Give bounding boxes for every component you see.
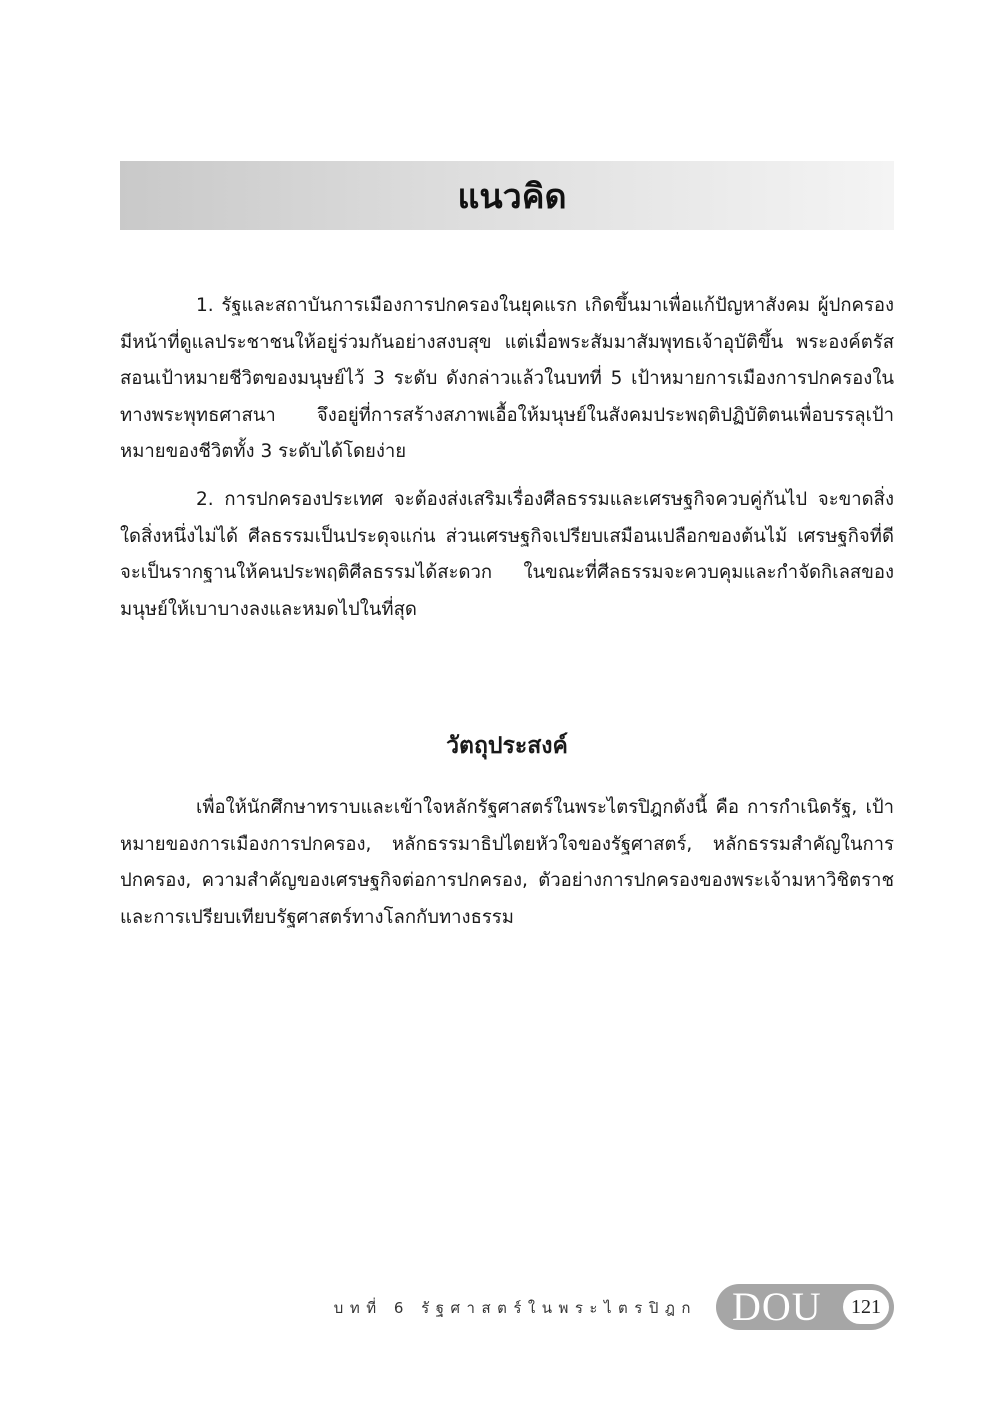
dou-logo: DOU — [732, 1284, 822, 1329]
concept-paragraph-2 — [120, 482, 894, 628]
objectives-text: เพื่อให้นักศึกษาทราบและเข้าใจหลักรัฐศาสตร์ในพระไตรปิฎกดังนี้ คือ การกำเนิดรัฐ, เป้าหมายของการเมืองการปกครอง, หลักธรรมาธิปไตยหัวใจของรัฐศาสตร์, หลักธรรมสำคัญในการปกครอง, ความสำคัญของเศรษฐกิจต่อการปกครอง, ตัวอย่างการปกครองของพระเจ้ามหาวิชิตราช และการเปรียบเทียบรัฐศาสตร์ทางโลกกับทางธรรม — [120, 797, 894, 928]
objectives-paragraph — [120, 790, 894, 936]
chapter-title: บทที่ 6 รัฐศาสตร์ในพระไตรปิฎก — [333, 1299, 697, 1317]
concept-text-2: 2. การปกครองประเทศ จะต้องส่งเสริมเรื่องศีลธรรมและเศรษฐกิจควบคู่กันไป จะขาดสิ่งใดสิ่งหนึ่งไม่ได้ ศีลธรรมเป็นประดุจแก่น ส่วนเศรษฐกิจเปรียบเสมือนเปลือกของต้นไม้ เศรษฐกิจที่ดีจะเป็นรากฐานให้คนประพฤติศีลธรรมได้สะดวก ในขณะที่ศีลธรรมจะควบคุมและกำจัดกิเลสของมนุษย์ให้เบาบางลงและหมดไปในที่สุด — [120, 489, 894, 620]
page-number: 121 — [843, 1290, 889, 1324]
concept-banner — [120, 161, 894, 230]
dou-badge — [716, 1284, 894, 1330]
objectives-heading: วัตถุประสงค์ — [446, 733, 568, 759]
page-footer — [0, 1284, 1000, 1330]
concept-heading: แนวคิด — [457, 176, 567, 217]
concept-paragraph-1 — [120, 288, 894, 471]
concept-text-1: 1. รัฐและสถาบันการเมืองการปกครองในยุคแรก เกิดขึ้นมาเพื่อแก้ปัญหาสังคม ผู้ปกครองมีหน้าที่ดูแลประชาชนให้อยู่ร่วมกันอย่างสงบสุข แต่เมื่อพระสัมมาสัมพุทธเจ้าอุบัติขึ้น พระองค์ตรัสสอนเป้าหมายชีวิตของมนุษย์ไว้ 3 ระดับ ดังกล่าวแล้วในบทที่ 5 เป้าหมายการเมืองการปกครองในทางพระพุทธศาสนา จึงอยู่ที่การสร้างสภาพเอื้อให้มนุษย์ในสังคมประพฤติปฏิบัติตนเพื่อบรรลุเป้าหมายของชีวิตทั้ง 3 ระดับได้โดยง่าย — [120, 295, 894, 462]
